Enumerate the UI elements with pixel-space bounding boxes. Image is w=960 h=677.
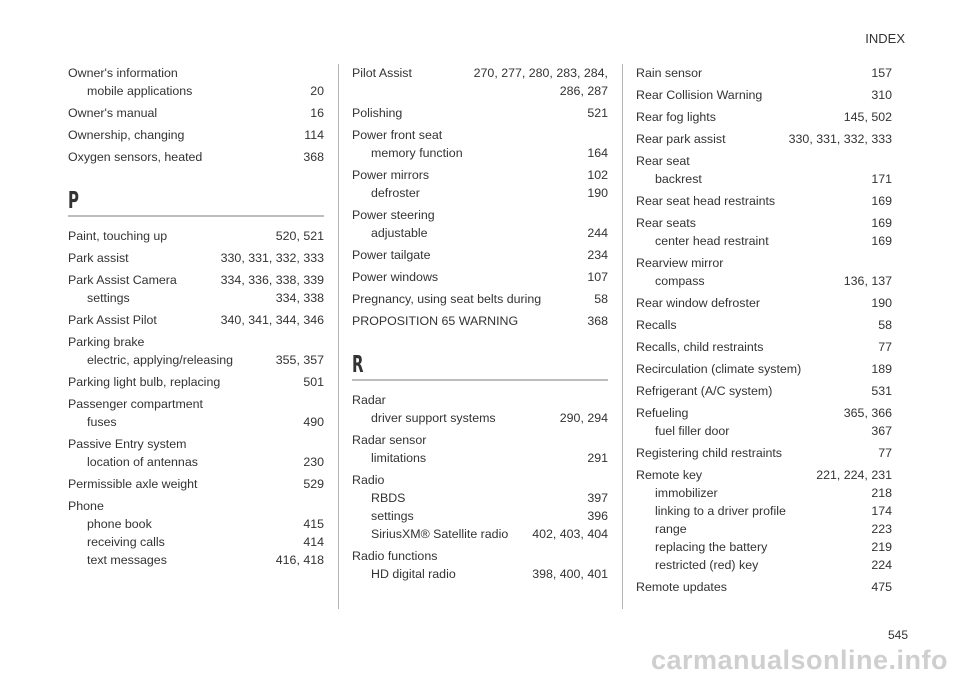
index-entry-row [68, 311, 324, 329]
index-subentry-label: linking to a driver profile [655, 504, 786, 518]
index-entry [68, 311, 324, 329]
index-subentry-label: restricted (red) key [655, 558, 759, 572]
index-subentry-pages: 219 [871, 540, 892, 554]
index-entry-pages: 102 [587, 168, 608, 182]
index-entry-pages: 221, 224, 231 [816, 468, 892, 482]
index-entry-pages: 529 [303, 477, 324, 491]
index-entry [68, 497, 324, 569]
index-entry-pages: 169 [871, 216, 892, 230]
index-subentry-label: adjustable [371, 226, 428, 240]
index-entry-pages: 340, 341, 344, 346 [220, 313, 324, 327]
index-subentry-row [352, 409, 608, 427]
index-entry-row [68, 475, 324, 493]
index-entry-row [636, 466, 892, 484]
index-entry-label: Remote updates [636, 580, 727, 594]
index-entry [68, 333, 324, 369]
index-subentry-row [352, 489, 608, 507]
index-entry [636, 214, 892, 250]
index-subentry-pages: 398, 400, 401 [532, 567, 608, 581]
index-entry-row [352, 391, 608, 409]
index-entry-row [636, 338, 892, 356]
index-entry-label: Oxygen sensors, heated [68, 150, 203, 164]
index-entry [68, 395, 324, 431]
page-header-title: INDEX [865, 31, 905, 46]
index-subentry-row [68, 413, 324, 431]
index-entry-label: Radio functions [352, 549, 438, 563]
index-subentry-label: text messages [87, 553, 167, 567]
index-entry-row [352, 290, 608, 308]
index-entry-label: Pilot Assist [352, 66, 412, 80]
index-subentry-label: settings [87, 291, 130, 305]
index-subentry-row [636, 538, 892, 556]
index-entry [352, 547, 608, 583]
index-entry [636, 192, 892, 210]
index-subentry-pages: 490 [303, 415, 324, 429]
index-subentry-row [68, 351, 324, 369]
index-entry-label: Parking light bulb, replacing [68, 375, 221, 389]
index-subentry-pages: 416, 418 [275, 553, 324, 567]
index-subentry-label: backrest [655, 172, 702, 186]
index-subentry-label: mobile applications [87, 84, 193, 98]
index-subentry-pages: 355, 357 [275, 353, 324, 367]
index-subentry-pages: 415 [303, 517, 324, 531]
index-entry [636, 316, 892, 334]
index-entry-row [352, 166, 608, 184]
index-entry [636, 64, 892, 82]
index-entry-row [68, 104, 324, 122]
index-subentry-row [68, 551, 324, 569]
index-entry-pages: 270, 277, 280, 283, 284, 286, 287 [473, 66, 608, 98]
index-entry-label: Rear seat head restraints [636, 194, 776, 208]
index-entry-pages: 107 [587, 270, 608, 284]
section-letter: P [68, 188, 79, 214]
index-subentry-row [352, 224, 608, 242]
index-entry-label: Recirculation (climate system) [636, 362, 802, 376]
index-entry-row [636, 382, 892, 400]
index-entry-label: Refrigerant (A/C system) [636, 384, 773, 398]
index-subentry-label: SiriusXM® Satellite radio [371, 527, 509, 541]
index-entry [636, 130, 892, 148]
page-number: 545 [887, 628, 908, 642]
index-entry [68, 271, 324, 307]
index-entry-label: Parking brake [68, 335, 145, 349]
index-entry-row [636, 152, 892, 170]
index-entry-label: Radar sensor [352, 433, 427, 447]
index-entry-label: Park Assist Pilot [68, 313, 157, 327]
index-entry-label: Pregnancy, using seat belts during [352, 292, 542, 306]
index-subentry-pages: 397 [587, 491, 608, 505]
index-entry-row [636, 192, 892, 210]
index-entry [68, 475, 324, 493]
index-subentry-row [352, 565, 608, 583]
index-subentry-label: driver support systems [371, 411, 496, 425]
index-entry-label: Rear seat [636, 154, 690, 168]
index-subentry-label: immobilizer [655, 486, 718, 500]
index-subentry-pages: 20 [310, 84, 324, 98]
index-subentry-row [68, 453, 324, 471]
index-entry [352, 104, 608, 122]
index-entry-label: Power windows [352, 270, 439, 284]
index-entry-pages: 190 [871, 296, 892, 310]
index-entry-label: Rain sensor [636, 66, 703, 80]
index-entry [68, 435, 324, 471]
index-entry-row [636, 254, 892, 272]
index-entry-row [352, 64, 608, 100]
index-entry-row [636, 108, 892, 126]
index-subentry-pages: 224 [871, 558, 892, 572]
section-letter-heading [352, 352, 608, 381]
index-entry-label: Paint, touching up [68, 229, 168, 243]
index-entry-row [636, 578, 892, 596]
index-entry-pages: 169 [871, 194, 892, 208]
index-subentry-row [352, 525, 608, 543]
index-subentry-row [636, 422, 892, 440]
index-subentry-pages: 218 [871, 486, 892, 500]
index-subentry-pages: 244 [587, 226, 608, 240]
index-entry-pages: 330, 331, 332, 333 [220, 251, 324, 265]
column-divider [622, 64, 623, 609]
index-subentry-row [352, 144, 608, 162]
index-subentry-row [636, 484, 892, 502]
index-entry-label: Phone [68, 499, 104, 513]
index-subentry-label: HD digital radio [371, 567, 456, 581]
index-entry-pages: 58 [878, 318, 892, 332]
index-subentry-label: defroster [371, 186, 420, 200]
index-entry-label: Owner's manual [68, 106, 158, 120]
index-entry-row [352, 431, 608, 449]
index-entry-row [636, 214, 892, 232]
index-entry-pages: 520, 521 [275, 229, 324, 243]
index-entry-label: Rear Collision Warning [636, 88, 763, 102]
index-subentry-label: center head restraint [655, 234, 769, 248]
index-subentry-pages: 396 [587, 509, 608, 523]
index-entry-label: Permissible axle weight [68, 477, 198, 491]
index-entry-pages: 77 [878, 340, 892, 354]
index-entry-pages: 77 [878, 446, 892, 460]
index-subentry-label: electric, applying/releasing [87, 353, 234, 367]
index-subentry-pages: 291 [587, 451, 608, 465]
index-column-3 [636, 64, 892, 600]
index-subentry-pages: 174 [871, 504, 892, 518]
index-entry-label: Rear fog lights [636, 110, 716, 124]
index-entry-pages: 531 [871, 384, 892, 398]
index-entry-pages: 310 [871, 88, 892, 102]
index-entry [636, 360, 892, 378]
index-subentry-pages: 190 [587, 186, 608, 200]
index-entry-label: Registering child restraints [636, 446, 782, 460]
index-entry [68, 104, 324, 122]
index-subentry-label: RBDS [371, 491, 406, 505]
index-entry-row [68, 148, 324, 166]
index-entry-row [636, 444, 892, 462]
index-entry-label: Owner's information [68, 66, 178, 80]
index-entry-row [636, 130, 892, 148]
index-subentry-label: compass [655, 274, 705, 288]
index-subentry-pages: 402, 403, 404 [532, 527, 608, 541]
index-entry [68, 126, 324, 144]
index-entry-row [636, 86, 892, 104]
index-subentry-row [636, 502, 892, 520]
index-entry [636, 86, 892, 104]
index-entry-row [68, 333, 324, 351]
index-entry-row [352, 268, 608, 286]
index-subentry-pages: 290, 294 [559, 411, 608, 425]
index-entry-label: Rear window defroster [636, 296, 760, 310]
index-entry-label: Radar [352, 393, 386, 407]
index-entry-row [352, 312, 608, 330]
index-subentry-pages: 334, 338 [275, 291, 324, 305]
index-entry-label: Power mirrors [352, 168, 430, 182]
index-column-1 [68, 64, 324, 573]
index-entry [636, 152, 892, 188]
index-entry-pages: 114 [304, 128, 324, 142]
index-entry-label: Radio [352, 473, 385, 487]
index-entry-row [352, 246, 608, 264]
index-subentry-pages: 414 [303, 535, 324, 549]
index-entry-row [68, 271, 324, 289]
index-entry [352, 126, 608, 162]
index-entry [636, 578, 892, 596]
index-entry-label: Remote key [636, 468, 703, 482]
index-subentry-row [68, 515, 324, 533]
index-subentry-pages: 164 [587, 146, 608, 160]
index-subentry-row [352, 184, 608, 202]
index-entry-pages: 368 [303, 150, 324, 164]
index-entry [68, 249, 324, 267]
index-entry-row [68, 435, 324, 453]
index-entry-row [352, 206, 608, 224]
index-subentry-pages: 171 [871, 172, 892, 186]
index-entry-label: Rear park assist [636, 132, 726, 146]
index-entry [352, 64, 608, 100]
index-entry [68, 148, 324, 166]
index-entry-row [68, 373, 324, 391]
index-subentry-label: fuel filler door [655, 424, 730, 438]
index-entry [352, 166, 608, 202]
index-entry [636, 254, 892, 290]
index-entry-pages: 145, 502 [843, 110, 892, 124]
index-entry-label: Rear seats [636, 216, 696, 230]
index-entry-label: Recalls, child restraints [636, 340, 764, 354]
index-entry-pages: 521 [587, 106, 608, 120]
index-entry [352, 471, 608, 543]
index-entry [636, 108, 892, 126]
index-entry-pages: 58 [594, 292, 608, 306]
index-entry-label: Recalls [636, 318, 677, 332]
index-entry-label: PROPOSITION 65 WARNING [352, 314, 519, 328]
index-entry-row [352, 471, 608, 489]
index-entry-row [68, 395, 324, 413]
index-entry-row [636, 404, 892, 422]
index-entry [636, 466, 892, 574]
index-entry-row [352, 547, 608, 565]
index-entry-pages: 334, 336, 338, 339 [220, 273, 324, 287]
index-entry-pages: 189 [871, 362, 892, 376]
index-subentry-row [68, 533, 324, 551]
index-subentry-label: receiving calls [87, 535, 165, 549]
index-entry-label: Power front seat [352, 128, 443, 142]
index-subentry-label: location of antennas [87, 455, 198, 469]
index-entry-pages: 501 [303, 375, 324, 389]
index-entry-pages: 475 [871, 580, 892, 594]
section-letter-heading [68, 188, 324, 217]
index-entry [352, 206, 608, 242]
index-entry [352, 391, 608, 427]
index-subentry-pages: 169 [871, 234, 892, 248]
index-entry-label: Polishing [352, 106, 403, 120]
index-entry-row [636, 360, 892, 378]
index-entry-row [352, 126, 608, 144]
index-subentry-pages: 230 [303, 455, 324, 469]
index-entry [68, 64, 324, 100]
index-entry-row [68, 249, 324, 267]
index-subentry-row [636, 272, 892, 290]
index-entry-row [636, 294, 892, 312]
index-entry-pages: 365, 366 [843, 406, 892, 420]
column-divider [338, 64, 339, 609]
index-subentry-row [636, 520, 892, 538]
index-entry-row [352, 104, 608, 122]
index-entry [352, 268, 608, 286]
index-entry [352, 290, 608, 308]
index-entry-label: Refueling [636, 406, 689, 420]
index-entry [636, 404, 892, 440]
index-entry-row [68, 64, 324, 82]
index-entry [352, 431, 608, 467]
index-entry-row [68, 227, 324, 245]
index-entry-pages: 330, 331, 332, 333 [788, 132, 892, 146]
index-subentry-row [636, 556, 892, 574]
index-subentry-label: range [655, 522, 687, 536]
index-entry-pages: 234 [587, 248, 608, 262]
section-letter: R [352, 352, 364, 378]
index-entry-label: Rearview mirror [636, 256, 724, 270]
index-subentry-pages: 136, 137 [843, 274, 892, 288]
index-subentry-row [636, 170, 892, 188]
index-entry-label: Ownership, changing [68, 128, 185, 142]
index-subentry-row [68, 289, 324, 307]
index-subentry-row [352, 449, 608, 467]
watermark: carmanualsonline.info [650, 645, 948, 675]
index-entry-row [636, 64, 892, 82]
index-entry-label: Passenger compartment [68, 397, 203, 411]
index-entry [636, 382, 892, 400]
index-entry [352, 246, 608, 264]
index-entry [352, 312, 608, 330]
index-subentry-label: fuses [87, 415, 117, 429]
index-entry [636, 444, 892, 462]
index-entry-label: Park Assist Camera [68, 273, 177, 287]
index-subentry-pages: 223 [871, 522, 892, 536]
index-entry-label: Power steering [352, 208, 435, 222]
index-entry-pages: 368 [587, 314, 608, 328]
index-subentry-row [352, 507, 608, 525]
index-subentry-label: limitations [371, 451, 427, 465]
index-subentry-label: memory function [371, 146, 463, 160]
index-entry [68, 373, 324, 391]
index-subentry-label: replacing the battery [655, 540, 768, 554]
index-entry-label: Passive Entry system [68, 437, 187, 451]
index-entry-pages: 157 [871, 66, 892, 80]
index-column-2 [352, 64, 608, 587]
index-entry-label: Power tailgate [352, 248, 431, 262]
index-entry-label: Park assist [68, 251, 129, 265]
index-subentry-label: settings [371, 509, 414, 523]
index-subentry-label: phone book [87, 517, 152, 531]
index-entry-row [68, 497, 324, 515]
index-entry [636, 294, 892, 312]
index-entry-pages: 16 [310, 106, 324, 120]
index-entry-row [68, 126, 324, 144]
index-subentry-row [636, 232, 892, 250]
index-entry [636, 338, 892, 356]
index-entry-row [636, 316, 892, 334]
index-subentry-pages: 367 [871, 424, 892, 438]
index-entry [68, 227, 324, 245]
index-subentry-row [68, 82, 324, 100]
